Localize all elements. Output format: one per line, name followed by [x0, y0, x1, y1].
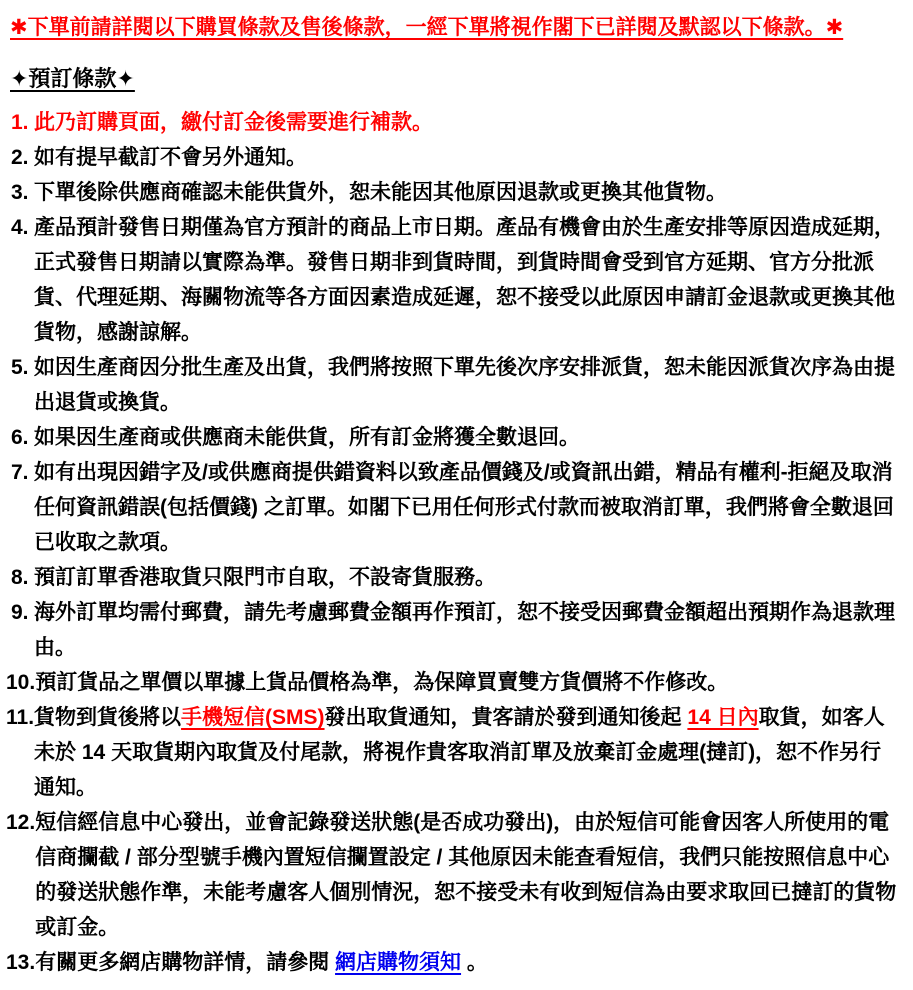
term-text — [34, 350, 899, 420]
term-text — [34, 560, 899, 595]
term-segment: 如因生產商因分批生產及出貨，我們將按照下單先後次序安排派貨，恕未能因派貨次序為由提出退貨或換貨。 — [34, 356, 895, 414]
term-number: 9. — [11, 601, 29, 624]
term-item-4 — [6, 210, 899, 350]
term-segment: 如果因生產商或供應商未能供貨，所有訂金將獲全數退回。 — [34, 426, 580, 449]
term-text — [34, 175, 899, 210]
term-text — [34, 210, 899, 350]
term-number: 3. — [11, 181, 29, 204]
online-store-shopping-guide-link[interactable]: 網店購物須知 — [335, 951, 462, 974]
term-number: 1. — [11, 111, 29, 134]
term-number: 11. — [6, 706, 35, 729]
term-item-2 — [6, 140, 899, 175]
term-text — [34, 595, 899, 665]
term-number: 6. — [11, 426, 29, 449]
term-segment: 預訂訂單香港取貨只限門市自取，不設寄貨服務。 — [34, 566, 496, 589]
term-item-13 — [6, 945, 899, 980]
term-number: 4. — [11, 216, 29, 239]
term-number: 5. — [11, 356, 29, 379]
term-item-1 — [6, 105, 899, 140]
term-text — [34, 700, 899, 805]
term-item-9 — [6, 595, 899, 665]
term-number: 7. — [11, 461, 29, 484]
term-item-12 — [6, 805, 899, 945]
term-item-10 — [6, 665, 899, 700]
term-number: 12. — [6, 811, 36, 834]
term-segment: 發出取貨通知，貴客請於發到通知後起 — [324, 706, 688, 729]
term-number: 8. — [11, 566, 29, 589]
term-item-7 — [6, 455, 899, 560]
term-number: 13. — [6, 951, 36, 974]
pickup-deadline-highlight: 14 日內 — [687, 706, 759, 729]
term-item-11 — [6, 700, 899, 805]
term-item-6 — [6, 420, 899, 455]
term-segment: 短信經信息中心發出，並會記錄發送狀態(是否成功發出)，由於短信可能會因客人所使用的電信商攔截 / 部分型號手機內置短信攔置設定 / 其他原因未能查看短信，我們只能按照信息中心的發送狀態作準，未能考慮客人個別情況，恕不接受未有收到短信為由要求取回已撻訂的貨物或訂金。 — [35, 811, 897, 939]
purchase-terms-warning-header: ✱下單前請詳閱以下購買條款及售後條款，一經下單將視作閣下已詳閱及默認以下條款。✱ — [10, 16, 844, 39]
term-segment: 有關更多網店購物詳情，請參閱 — [35, 951, 336, 974]
term-number: 2. — [11, 146, 29, 169]
term-text — [34, 455, 899, 560]
term-segment: 此乃訂購頁面，繳付訂金後需要進行補款。 — [34, 111, 433, 134]
term-segment: 產品預計發售日期僅為官方預計的商品上市日期。產品有機會由於生產安排等原因造成延期，正式發售日期請以實際為準。發售日期非到貨時間，到貨時間會受到官方延期、官方分批派貨、代理延期、海關物流等各方面因素造成延遲，恕不接受以此原因申請訂金退款或更換其他貨物，感謝諒解。 — [34, 216, 895, 344]
term-segment: 下單後除供應商確認未能供貨外，恕未能因其他原因退款或更換其他貨物。 — [34, 181, 727, 204]
term-text — [34, 420, 899, 455]
term-segment: 取貨，如客人未於 14 天取貨期內取貨及付尾款，將視作貴客取消訂單及放棄訂金處理(撻訂)，恕不作另行通知。 — [34, 706, 885, 799]
term-segment: 貨物到貨後將以 — [34, 706, 182, 729]
sms-notice-highlight: 手機短信(SMS) — [181, 706, 325, 729]
term-number: 10. — [6, 671, 36, 694]
term-segment: 預訂貨品之單價以單據上貨品價格為準，為保障買賣雙方貨價將不作修改。 — [35, 671, 729, 694]
term-segment: 如有提早截訂不會另外通知。 — [34, 146, 307, 169]
term-text — [35, 945, 899, 980]
term-segment: 海外訂單均需付郵費，請先考慮郵費金額再作預訂，恕不接受因郵費金額超出預期作為退款理由。 — [34, 601, 895, 659]
term-segment: 如有出現因錯字及/或供應商提供錯資料以致產品價錢及/或資訊出錯，精品有權利-拒絕及取消任何資訊錯誤(包括價錢) 之訂單。如閣下已用任何形式付款而被取消訂單，我們將會全數退回已收取之款項。 — [34, 461, 894, 554]
term-item-5 — [6, 350, 899, 420]
term-segment: 。 — [461, 951, 488, 974]
section-title-preorder-terms: ✦預訂條款✦ — [10, 66, 135, 91]
terms-list — [6, 105, 899, 980]
term-text — [35, 805, 899, 945]
term-text — [34, 105, 899, 140]
term-item-8 — [6, 560, 899, 595]
term-item-3 — [6, 175, 899, 210]
term-text — [34, 140, 899, 175]
term-text — [35, 665, 899, 700]
